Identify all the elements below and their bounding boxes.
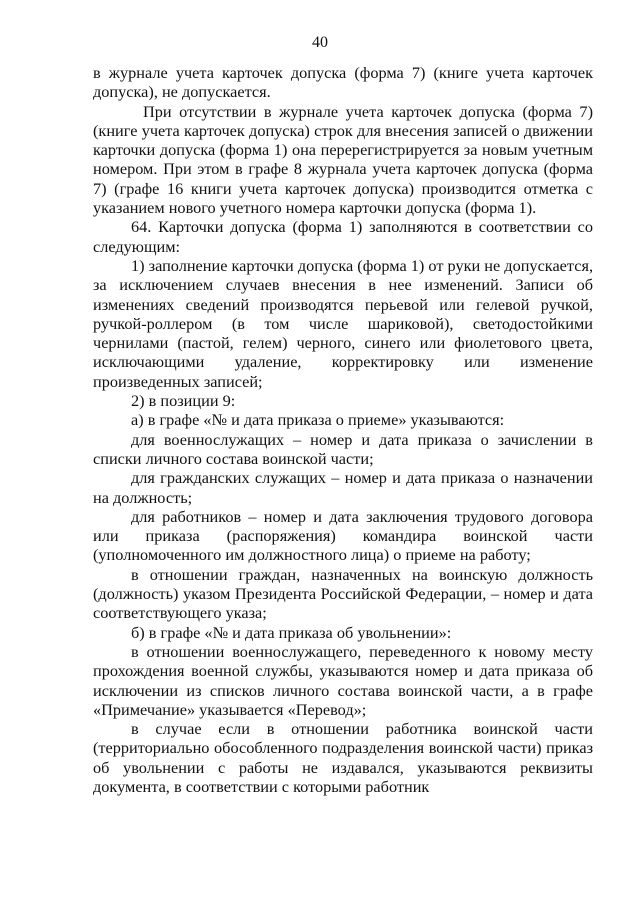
paragraph-item-64: 64. Карточки допуска (форма 1) заполняются в соответствии со следующим: <box>93 217 593 256</box>
document-body <box>93 63 593 796</box>
paragraph-subitem-2: 2) в позиции 9: <box>131 391 236 411</box>
paragraph-subitem-2a: а) в графе «№ и дата приказа о приеме» указываются: <box>131 410 505 430</box>
page-number: 40 <box>312 34 328 51</box>
paragraph-subitem-2b: б) в графе «№ и дата приказа об увольнении»: <box>131 622 452 642</box>
paragraph-transfer: в отношении военнослужащего, переведенного к новому месту прохождения военной службы, указываются номер и дата приказа об исключении из списков личного состава воинской части, а в графе «Примечание» указывается «Перевод»; <box>93 641 593 719</box>
paragraph-continuation: в журнале учета карточек допуска (форма 7) (книге учета карточек допуска), не допускается. <box>93 63 593 102</box>
paragraph-military: для военнослужащих – номер и дата приказа о зачислении в списки личного состава воинской части; <box>93 429 593 468</box>
paragraph-workers: для работников – номер и дата заключения трудового договора или приказа (распоряжения) командира воинской части (уполномоченного им должностного лица) о приеме на работу; <box>93 506 593 565</box>
paragraph-no-dismissal-order: в случае если в отношении работника воинской части (территориально обособленного подразделения воинской части) приказ об увольнении с работы не издавался, указываются реквизиты документа, в соответствии с которыми работник <box>93 719 593 796</box>
paragraph-presidential-decree: в отношении граждан, назначенных на воинскую должность (должность) указом Президента Российской Федерации, – номер и дата соответствующего указа; <box>93 564 593 623</box>
paragraph-subitem-1: 1) заполнение карточки допуска (форма 1) от руки не допускается, за исключением случаев внесения в нее изменений. Записи об изменениях сведений производятся перьевой или гелевой ручкой, ручкой-роллером (в том числе шариковой), светодостойкими чернилами (пастой, гелем) черного, синего или фиолетового цвета, исключающими удаление, корректировку или изменение произведенных записей; <box>93 255 594 391</box>
paragraph-civil-servants: для гражданских служащих – номер и дата приказа о назначении на должность; <box>93 468 593 507</box>
paragraph-reregistration: При отсутствии в журнале учета карточек допуска (форма 7) (книге учета карточек допуска) строк для внесения записей о движении карточки допуска (форма 1) она перерегистрируется за новым учетным номером. При этом в графе 8 журнала учета карточек допуска (форма 7) (графе 16 книги учета карточек допуска) производится отметка с указанием нового учетного номера карточки допуска (форма 1). <box>93 101 593 218</box>
